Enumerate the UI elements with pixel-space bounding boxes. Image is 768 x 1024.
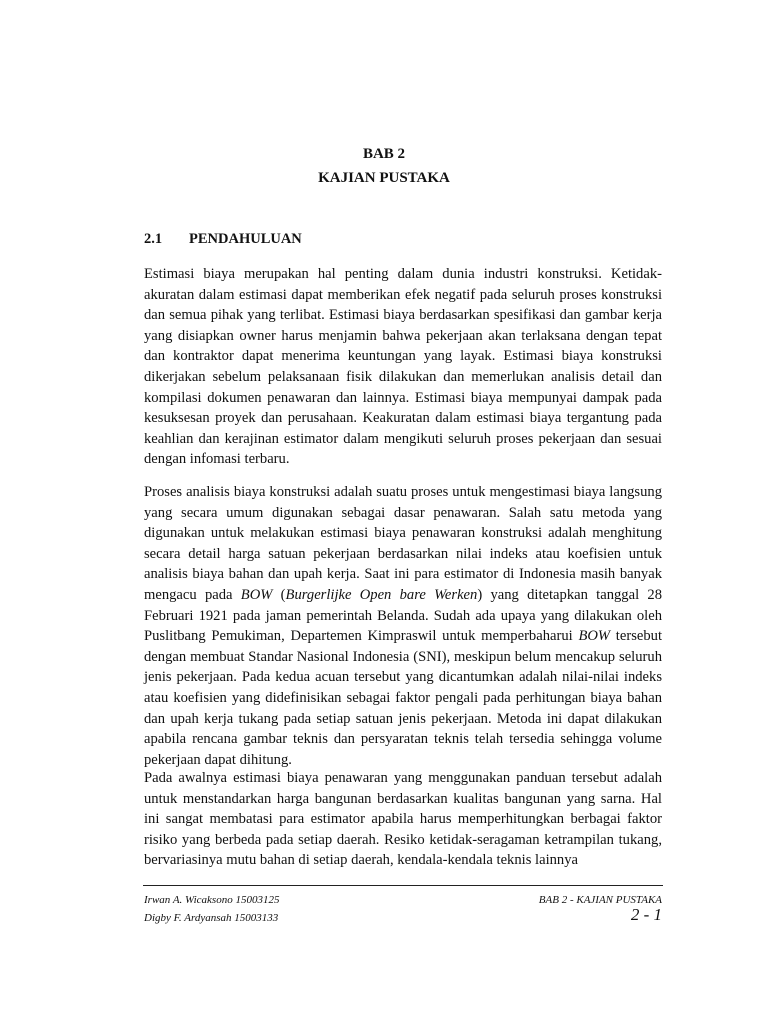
footer-divider: [143, 885, 663, 886]
chapter-title: KAJIAN PUSTAKA: [318, 170, 450, 186]
bow-term: BOW: [578, 628, 611, 645]
section-title: PENDAHULUAN: [189, 231, 302, 247]
chapter-number: BAB 2: [362, 146, 406, 162]
footer-author-2: Digby F. Ardyansah 15003133: [144, 912, 279, 924]
footer-page-number: 2 - 1: [630, 905, 662, 924]
paragraph-1: Estimasi biaya merupakan hal penting dalam dunia industri konstruksi. Ketidak-akuratan dalam estimasi dapat memberikan efek negatif pada seluruh proses konstruksi dan semua pihak yang terlibat. Estimasi biaya berdasarkan spesifikasi dan gambar kerja yang disiapkan owner harus menjamin bahwa pekerjaan akan terlaksana dengan tepat dan kontraktor dapat menerima keuntungan yang layak. Estimasi biaya konstruksi dikerjakan sebelum pelaksanaan fisik dilakukan dan memerlukan analisis detail dan kompilasi dokumen penawaran dan lainnya. Estimasi biaya mempunyai dampak pada kesuksesan proyek dan perusahaan. Keakuratan dalam estimasi biaya tergantung pada keahlian dan kerajinan estimator dalam mengikuti seluruh proses pekerjaan dan sesuai dengan infomasi terbaru.: [144, 266, 662, 468]
paragraph-2-part-d: tersebut dengan membuat Standar Nasional Indonesia (SNI), meskipun belum mencakup seluruh jenis pekerjaan. Pada kedua acuan tersebut yang dicantumkan adalah nilai-nilai indeks atau koefisien yang didefinisikan sebagai faktor pengali pada perhitungan biaya bahan dan upah kerja tukang pada setiap satuan jenis pekerjaan. Metoda ini dapat dilakukan apabila rencana gambar teknis dan persyaratan teknis telah tersedia sehingga volume pekerjaan dapat dihitung.: [144, 628, 662, 768]
section-number: 2.1: [144, 231, 163, 247]
section-heading: [144, 231, 302, 248]
footer-chapter-ref: BAB 2 - KAJIAN PUSTAKA: [538, 894, 662, 906]
paragraph-2-part-b: (: [272, 586, 286, 603]
burgerlijke-term: Burgerlijke Open bare Werken: [285, 586, 478, 603]
paragraph-2-part-a: Proses analisis biaya konstruksi adalah suatu proses untuk mengestimasi biaya langsung yang secara umum digunakan sebagai dasar penawaran. Salah satu metoda yang digunakan untuk melakukan estimasi biaya penawaran konstruksi adalah menghitung secara detail harga satuan pekerjaan berdasarkan nilai indeks atau koefisien untuk analisis biaya bahan dan upah kerja. Saat ini para estimator di Indonesia masih banyak mengacu pada: [144, 484, 662, 603]
paragraph-3: Pada awalnya estimasi biaya penawaran yang menggunakan panduan tersebut adalah untuk menstandarkan harga bangunan berdasarkan kualitas bangunan yang sarna. Hal ini sangat membatasi para estimator apabila harus memperhitungkan berbagai faktor risiko yang berbeda pada setiap daerah. Resiko ketidak-seragaman ketrampilan tukang, bervariasinya mutu bahan di setiap daerah, kendala-kendala teknis lainnya: [144, 770, 662, 869]
bow-term: BOW: [240, 586, 273, 603]
paragraph-2-part-c: ) yang ditetapkan tanggal 28 Februari 1921 pada jaman pemerintah Belanda. Sudah ada upaya yang dilakukan oleh Puslitbang Pemukiman, Departemen Kimpraswil untuk memperbaharui: [144, 586, 662, 645]
footer-author-1: Irwan A. Wicaksono 15003125: [144, 894, 280, 906]
paragraph-2: [144, 482, 662, 770]
